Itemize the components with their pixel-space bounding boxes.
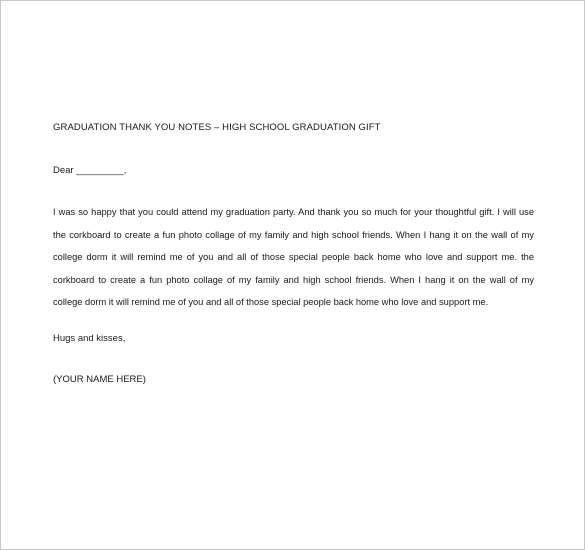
letter-signature: (YOUR NAME HERE) [53, 373, 146, 385]
letter-title: GRADUATION THANK YOU NOTES – HIGH SCHOOL GRADUATION GIFT [53, 122, 381, 133]
letter-closing: Hugs and kisses, [53, 332, 126, 344]
letter-body: I was so happy that you could attend my graduation party. And thank you so much for your thoughtful gift. I will use the corkboard to create a fun photo collage of my family and high school friends. When I hang it on the wall of my college dorm it will remind me of you and all of those special people back home who love and support me. the corkboard to create a fun photo collage of my family and high school friends. When I hang it on the wall of my college dorm it will remind me of you and all of those special people back home who love and support me. [53, 207, 534, 307]
letter-content [53, 122, 534, 386]
letter-greeting: Dear _________, [53, 165, 127, 176]
